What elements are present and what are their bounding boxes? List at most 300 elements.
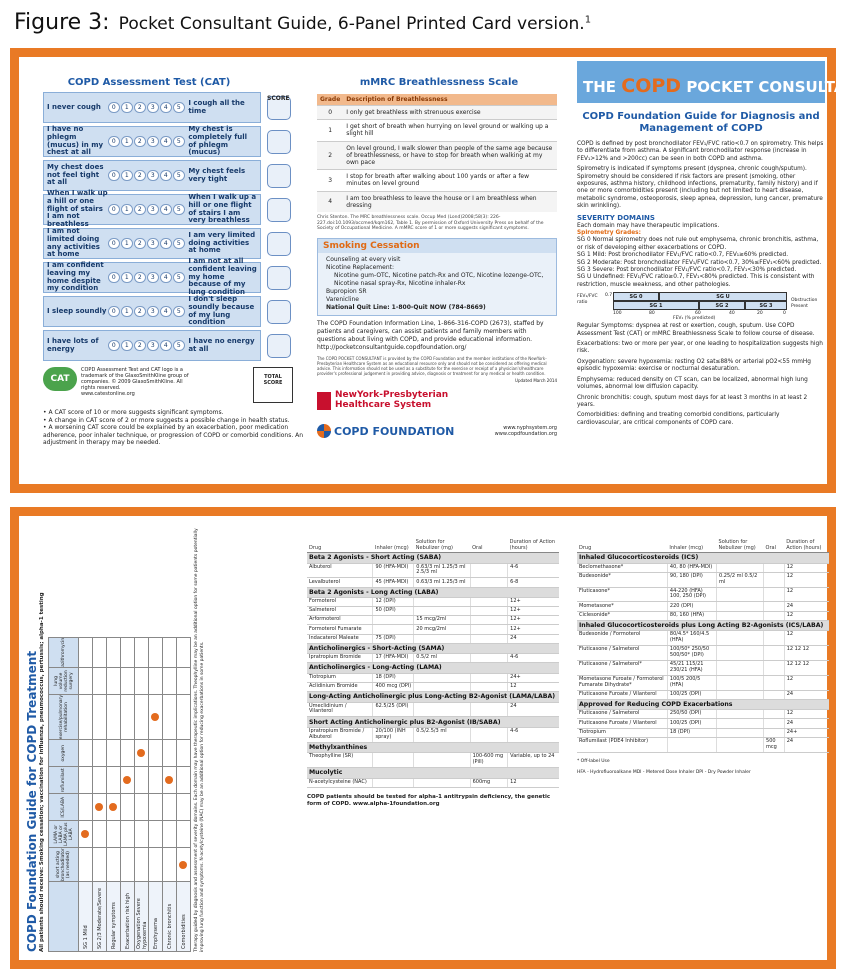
cat-scale xyxy=(108,306,186,317)
scale-option[interactable]: 1 xyxy=(121,340,133,351)
drug-cell: 80/4.5* 160/4.5 (HFA) xyxy=(667,631,716,646)
drug-cell xyxy=(414,753,470,768)
drug-row xyxy=(577,602,829,611)
scale-option[interactable]: 5 xyxy=(173,204,185,215)
scale-option[interactable]: 1 xyxy=(121,238,133,249)
drug-column-header: Oral xyxy=(470,538,508,553)
drug-cell xyxy=(717,710,764,719)
scale-option[interactable]: 4 xyxy=(160,340,172,351)
drug-cell: 12 xyxy=(784,572,829,587)
treatment-column-header: ICS/LABA xyxy=(49,794,79,821)
cat-item xyxy=(43,296,299,327)
drug-cell: Salmeterol xyxy=(307,607,373,616)
drug-cell xyxy=(764,587,785,602)
drug-section-title: Mucolytic xyxy=(307,768,559,779)
disclaimer: The COPD POCKET CONSULTANT is provided by the COPD Foundation and the member institutions of the NewYork-Presbyterian Healthcare System as an educational resource only and should not be considered as offering medical advice. This information should not be used as a substitute for the exercise or receipt of a physician's/healthcare provider's professional judgement in providing advice, diagnosis or treatment for any medical or health condition. xyxy=(317,355,547,377)
scale-option[interactable]: 0 xyxy=(108,340,120,351)
drug-row xyxy=(307,702,559,717)
treatment-cell xyxy=(135,694,149,739)
drug-header-row xyxy=(577,538,829,553)
treatment-cell xyxy=(93,767,107,794)
drug-cell: 24 xyxy=(508,702,559,717)
scale-option[interactable]: 0 xyxy=(108,272,120,283)
drug-cell xyxy=(764,646,785,661)
sgu-bar: SG U xyxy=(659,292,787,301)
treatment-cell xyxy=(107,637,121,667)
grade-line: SG 1 Mild: Post bronchodilator FEV₁/FVC ratio<0.7, FEV₁≥60% predicted. xyxy=(577,252,789,259)
drug-cell: 24+ xyxy=(784,728,829,737)
treatment-cell xyxy=(93,821,107,848)
cat-copyright-text: COPD Assessment Test and CAT logo is a trademark of the GlaxoSmithKline group of companies. © 2009 GlaxoSmithKline. All rights reserved. xyxy=(81,367,189,391)
drug-cell: Theophylline (SR) xyxy=(307,753,373,768)
scale-option[interactable]: 4 xyxy=(160,272,172,283)
grade-line: SG U Undefined: FEV₁/FVC ratio≥0.7, FEV₁<80% predicted. This is consistent with restriction, muscle weakness, and other pathologies. xyxy=(577,274,815,288)
cat-note: • A change in CAT score of 2 or more suggests a possible change in health status. xyxy=(43,417,305,425)
drug-row xyxy=(577,710,829,719)
drug-cell xyxy=(470,607,508,616)
cat-url: www.catestonline.org xyxy=(81,391,135,397)
drug-cell: Variable, up to 24 xyxy=(508,753,559,768)
mmrc-grade: 2 xyxy=(317,141,343,170)
drug-column-header: Inhaler (mcg) xyxy=(373,538,414,553)
mmrc-desc: I stop for breath after walking about 100 yards or after a few minutes on level ground xyxy=(343,170,557,191)
scale-option[interactable]: 3 xyxy=(147,272,159,283)
scale-option[interactable]: 0 xyxy=(108,170,120,181)
treatment-cell xyxy=(149,848,163,882)
cat-note: • A CAT score of 10 or more suggests significant symptoms. xyxy=(43,409,305,417)
drug-cell xyxy=(717,563,764,572)
cat-question xyxy=(43,189,261,229)
drug-section-row xyxy=(577,620,829,631)
drug-section-row xyxy=(577,699,829,710)
treatment-cell xyxy=(135,667,149,694)
sg0-bar: SG 0 xyxy=(613,292,659,301)
drug-cell xyxy=(470,682,508,691)
mmrc-header-desc: Description of Breathlessness xyxy=(343,94,557,106)
smoking-cessation-box xyxy=(317,238,557,317)
comorbidities: Comorbidities: defining and treating comorbid conditions, particularly cardiovascular, are critical components of COPD care. xyxy=(577,412,780,426)
treatment-cell xyxy=(163,694,177,739)
severity-title: SEVERITY DOMAINS xyxy=(577,213,655,222)
severity-intro: Each domain may have therapeutic implications. xyxy=(577,222,720,229)
drug-cell: 12+ xyxy=(508,625,559,634)
scale-option[interactable]: 1 xyxy=(121,306,133,317)
score-box[interactable] xyxy=(267,164,291,188)
scale-option[interactable]: 1 xyxy=(121,170,133,181)
drug-cell xyxy=(470,702,508,717)
smoking-title: Smoking Cessation xyxy=(318,239,556,253)
copd-definition: COPD is defined by post bronchodilator FEV₁/FVC ratio<0.7 on spirometry. This helps to differentiate from asthma. A significant bronchodilator response (increase in FEV₁>12% and >200cc) can be seen in both COPD and asthma. xyxy=(577,141,824,162)
drug-cell xyxy=(717,737,764,752)
treatment-row-label: SG 1 Mild xyxy=(79,882,93,952)
drug-cell xyxy=(717,631,764,646)
sg2-bar: SG 2 xyxy=(699,301,745,310)
drug-row xyxy=(577,572,829,587)
drug-cell: Formoterol xyxy=(307,598,373,607)
treatment-cell xyxy=(121,667,135,694)
drug-section-row xyxy=(307,553,559,564)
cat-right-text: I cough all the time xyxy=(188,98,245,115)
pocket-subtitle: COPD Foundation Guide for Diagnosis and Management of COPD xyxy=(582,111,820,134)
scale-option[interactable]: 0 xyxy=(108,238,120,249)
drug-cell: 62.5/25 (DPI) xyxy=(373,702,414,717)
grade-line: SG 3 Severe: Post bronchodilator FEV₁/FVC ratio<0.7, FEV₁<30% predicted. xyxy=(577,267,797,274)
scale-option[interactable]: 2 xyxy=(134,136,146,147)
cat-left-text: I am not limited doing any activities at home xyxy=(47,227,100,259)
treatment-cell xyxy=(163,767,177,794)
drug-cell: 17 (HFA-MDI) xyxy=(373,654,414,663)
printed-card-front xyxy=(10,48,868,493)
treatment-cell xyxy=(79,740,93,767)
cat-question xyxy=(43,92,261,123)
drug-cell: 45 (HFA-MDI) xyxy=(373,578,414,587)
recommended-dot-icon xyxy=(109,803,117,811)
drug-cell: Beclomethasone* xyxy=(577,563,667,572)
treatment-cell xyxy=(93,794,107,821)
urls xyxy=(495,425,557,438)
drug-column-header: Solution for Nebulizer (mg) xyxy=(717,538,764,553)
mmrc-row xyxy=(317,191,557,212)
scale-option[interactable]: 2 xyxy=(134,204,146,215)
cat-left-text: I am confident leaving my home despite my condition xyxy=(47,261,104,293)
drug-cell: 12 xyxy=(508,778,559,787)
drug-section-row xyxy=(307,717,559,728)
cat-footer xyxy=(43,367,299,407)
scale-option[interactable]: 0 xyxy=(108,102,120,113)
mmrc-desc: I get short of breath when hurrying on level ground or walking up a slight hill xyxy=(343,120,557,141)
treatment-column-header: short acting bronchodilator (as needed) xyxy=(49,848,79,882)
scale-option[interactable]: 5 xyxy=(173,170,185,181)
scale-option[interactable]: 5 xyxy=(173,136,185,147)
scale-option[interactable]: 3 xyxy=(147,340,159,351)
drug-cell: 0.5/2.5/3 ml xyxy=(414,727,470,742)
drug-cell: 4-6 xyxy=(508,727,559,742)
treatment-column-header: lung volume reduction surgery xyxy=(49,667,79,694)
cat-note: • A worsening CAT score could be explained by an exacerbation, poor medication adherence, poor inhaler technique, or progression of COPD or comorbid conditions. An adjustment in therapy may be needed. xyxy=(43,424,305,447)
regular-symptoms: Regular Symptoms: dyspnea at rest or exertion, cough, sputum. Use COPD Assessment Test (CAT) or mMRC Breathlessness Scale to follow course of disease. xyxy=(577,323,815,337)
treatment-corner xyxy=(49,882,79,952)
treatment-cell xyxy=(79,694,93,739)
drug-cell xyxy=(764,660,785,675)
mmrc-row xyxy=(317,120,557,141)
scale-option[interactable]: 3 xyxy=(147,170,159,181)
drug-cell xyxy=(470,616,508,625)
treatment-notes: Therapy guided by diagnosis and assessment of severity domains. Each domain may have therapeutic implications. Theophylline may be an additional option for some patients potentially improving lung function and symptoms. N-acetylcysteine (NAC) may be an additional option for reducing exacerbations in some patients. xyxy=(194,528,205,952)
cat-question xyxy=(43,126,261,157)
drug-cell xyxy=(764,710,785,719)
drug-cell xyxy=(717,675,764,690)
drug-section-row xyxy=(577,553,829,564)
drug-cell: Fluticasone* xyxy=(577,587,667,602)
treatment-cell xyxy=(121,637,135,667)
drug-cell xyxy=(717,719,764,728)
drug-section-title: Beta 2 Agonists - Short Acting (SABA) xyxy=(307,553,559,564)
treatment-cell xyxy=(93,694,107,739)
treatment-cell xyxy=(79,667,93,694)
treatment-cell xyxy=(79,848,93,882)
scale-option[interactable]: 4 xyxy=(160,170,172,181)
treatment-row xyxy=(79,637,93,951)
mmrc-row xyxy=(317,141,557,170)
drug-cell: Fluticasone / Salmeterol xyxy=(577,646,667,661)
scale-option[interactable]: 2 xyxy=(134,272,146,283)
score-header: SCORE xyxy=(267,95,290,102)
drug-row xyxy=(577,728,829,737)
scale-option[interactable]: 0 xyxy=(108,136,120,147)
cat-item xyxy=(43,126,299,157)
scale-option[interactable]: 4 xyxy=(160,238,172,249)
drug-row xyxy=(307,753,559,768)
scale-option[interactable]: 5 xyxy=(173,102,185,113)
drug-cell xyxy=(717,728,764,737)
x-tick: 60 xyxy=(695,311,701,317)
score-box[interactable] xyxy=(267,334,291,358)
recommended-dot-icon xyxy=(81,830,89,838)
drug-cell: N-acetylcysteine (NAC) xyxy=(307,778,373,787)
scale-option[interactable]: 3 xyxy=(147,306,159,317)
drug-cell: 500 mcg xyxy=(764,737,785,752)
score-box[interactable] xyxy=(267,130,291,154)
treatment-cell xyxy=(93,637,107,667)
scale-option[interactable]: 2 xyxy=(134,340,146,351)
drug-section-row xyxy=(307,692,559,703)
scale-option[interactable]: 2 xyxy=(134,102,146,113)
drug-cell xyxy=(414,702,470,717)
drug-cell xyxy=(764,728,785,737)
treatment-cell xyxy=(149,667,163,694)
scale-option[interactable]: 0 xyxy=(108,306,120,317)
spirometry-text: Spirometry is indicated if symptoms present (dyspnea, chronic cough/sputum). Spirometry should be considered if risk factors are present (smoking, other exposures, asthma history, childhood infections, prematurity, family history) and if one or more comorbidities present (including but not limited to heart disease, metabolic syndrome, osteoporosis, sleep apnea, depression, lung cancer, premature skin wrinkling). xyxy=(577,166,823,210)
scale-option[interactable]: 1 xyxy=(121,102,133,113)
drug-cell xyxy=(764,719,785,728)
mmrc-desc: On level ground, I walk slower than people of the same age because of breathlessness, or have to stop for breath when walking at my own pace xyxy=(343,141,557,170)
cat-left-text: My chest does not feel tight at all xyxy=(47,162,104,187)
x-tick: 0 xyxy=(783,311,786,317)
scale-option[interactable]: 4 xyxy=(160,102,172,113)
grade-line: SG 0 Normal spirometry does not rule out emphysema, chronic bronchitis, asthma, or risk of developing either exacerbations or COPD. xyxy=(577,237,819,251)
scale-option[interactable]: 1 xyxy=(121,272,133,283)
scale-option[interactable]: 5 xyxy=(173,306,185,317)
drug-cell: 20 mcg/2ml xyxy=(414,625,470,634)
treatment-column-header: roflumilast xyxy=(49,767,79,794)
scale-option[interactable]: 3 xyxy=(147,102,159,113)
scale-option[interactable]: 2 xyxy=(134,306,146,317)
drug-cell: Fluticasone Furoate / Vilanterol xyxy=(577,719,667,728)
drug-cell xyxy=(373,753,414,768)
drug-cell xyxy=(717,611,764,620)
treatment-cell xyxy=(177,740,191,767)
card-front-inner xyxy=(19,57,868,484)
scale-option[interactable]: 5 xyxy=(173,340,185,351)
treatment-cell xyxy=(107,694,121,739)
drug-cell: 100/5 200/5 (HFA) xyxy=(667,675,716,690)
treatment-column-header: exercise/pulmonary rehabilitation xyxy=(49,694,79,739)
drug-cell: 400 mcg (DPI) xyxy=(373,682,414,691)
emphysema: Emphysema: reduced density on CT scan, can be localized, abnormal high lung volumes, abnormal low diffusion capacity. xyxy=(577,376,808,391)
treatment-row-label: Emphysema xyxy=(149,882,163,952)
treatment-row-label: Oxygenation Severe hypoxemia xyxy=(135,882,149,952)
drug-cell: 0.5/2 ml xyxy=(414,654,470,663)
copd-foundation-logo xyxy=(317,424,454,438)
drug-cell xyxy=(414,682,470,691)
x-tick: 100 xyxy=(613,311,622,317)
treatment-cell xyxy=(93,667,107,694)
cat-left-text: I have no phlegm (mucus) in my chest at all xyxy=(47,125,104,157)
drug-cell: 18 (DPI) xyxy=(373,673,414,682)
drug-cell: 0.25/2 ml 0.5/2 ml xyxy=(717,572,764,587)
drug-cell: Mometasone Furoate / Formoterol Fumarate Dihydrate* xyxy=(577,675,667,690)
treatment-row xyxy=(177,637,191,951)
nyp-line2: Healthcare System xyxy=(335,399,432,410)
treatment-row xyxy=(149,637,163,951)
treatment-row xyxy=(121,637,135,951)
mmrc-grade: 0 xyxy=(317,106,343,120)
scale-option[interactable]: 0 xyxy=(108,204,120,215)
drug-cell xyxy=(470,598,508,607)
drug-cell: 12 12 12 xyxy=(784,660,829,675)
treatment-cell xyxy=(177,667,191,694)
cat-item xyxy=(43,330,299,361)
score-box[interactable] xyxy=(267,266,291,290)
drug-cell: Fluticasone / Salmeterol* xyxy=(577,660,667,675)
drug-cell: 24 xyxy=(784,719,829,728)
drug-cell: Ciclesonide* xyxy=(577,611,667,620)
pocket-body xyxy=(577,141,825,427)
treatment-cell xyxy=(149,740,163,767)
treatment-cell xyxy=(163,637,177,667)
drug-row xyxy=(307,778,559,787)
cat-item xyxy=(43,160,299,191)
drug-cell: Formoterol Fumarate xyxy=(307,625,373,634)
treatment-cell xyxy=(163,740,177,767)
drug-column-header: Inhaler (mcg) xyxy=(667,538,716,553)
drug-cell: 100/50* 250/50 500/50* (DPI) xyxy=(667,646,716,661)
cat-item xyxy=(43,189,299,229)
drug-section-row xyxy=(307,643,559,654)
drug-row xyxy=(307,578,559,587)
drug-cell xyxy=(414,607,470,616)
drug-column-header: Drug xyxy=(577,538,667,553)
drug-cell: 250/50 (DPI) xyxy=(667,710,716,719)
treatment-cell xyxy=(177,821,191,848)
drug-cell xyxy=(717,646,764,661)
mmrc-header-grade: Grade xyxy=(317,94,343,106)
drug-cell: 24 xyxy=(784,602,829,611)
drug-cell xyxy=(373,616,414,625)
mmrc-grade: 4 xyxy=(317,191,343,212)
drug-cell: 12 xyxy=(784,631,829,646)
info-line: The COPD Foundation Information Line, 1-866-316-COPD (2673), staffed by patients and caregivers, can assist patients and family members with questions about living with COPD, and provide educational information. http://pocketconsultantguide.copdfoundation.org/ xyxy=(317,320,544,351)
url-nyp[interactable]: www.nyphsystem.org xyxy=(503,424,557,431)
drug-cell: 100/25 (DPI) xyxy=(667,690,716,699)
cat-panel xyxy=(27,57,305,484)
pocket-consultant-banner xyxy=(577,61,868,103)
drug-cell xyxy=(470,654,508,663)
cat-right-text: I don't sleep soundly because of my lung condition xyxy=(188,295,255,327)
drug-row xyxy=(307,673,559,682)
smoking-body xyxy=(318,253,556,316)
drug-section-title: Inhaled Glucocorticosteroids (ICS) xyxy=(577,553,829,564)
recommended-dot-icon xyxy=(137,749,145,757)
smoking-line: Counseling at every visit xyxy=(326,255,401,263)
scale-option[interactable]: 1 xyxy=(121,204,133,215)
treatment-cell xyxy=(149,637,163,667)
cat-left-text: I sleep soundly xyxy=(47,306,107,315)
scale-option[interactable]: 1 xyxy=(121,136,133,147)
drug-cell xyxy=(414,634,470,643)
treatment-cell xyxy=(149,821,163,848)
obstruction-label: Obstruction Present xyxy=(791,298,818,310)
sg1-bar: SG 1 xyxy=(613,301,699,310)
score-box[interactable] xyxy=(267,232,291,256)
drug-row xyxy=(307,654,559,663)
drug-cell: Tiotropium xyxy=(307,673,373,682)
drug-table-1 xyxy=(307,538,559,788)
treatment-cell xyxy=(135,848,149,882)
scale-option[interactable]: 4 xyxy=(160,306,172,317)
treatment-cell xyxy=(177,694,191,739)
ratio-label: FEV₁/FVC ratio xyxy=(577,294,598,306)
cat-right-text: My chest feels very tight xyxy=(188,166,246,183)
url-copdf[interactable]: www.copdfoundation.org xyxy=(494,431,557,438)
treatment-cell xyxy=(121,794,135,821)
scale-option[interactable]: 3 xyxy=(147,238,159,249)
scale-option[interactable]: 2 xyxy=(134,238,146,249)
drug-cell xyxy=(717,690,764,699)
mmrc-panel xyxy=(309,57,569,484)
scale-option[interactable]: 2 xyxy=(134,170,146,181)
scale-option[interactable]: 4 xyxy=(160,204,172,215)
scale-option[interactable]: 5 xyxy=(173,272,185,283)
drug-row xyxy=(307,598,559,607)
treatment-cell xyxy=(79,767,93,794)
drug-row xyxy=(577,675,829,690)
spiro-grades-title: Spirometry Grades: xyxy=(577,230,641,237)
drug-cell: 4-6 xyxy=(508,563,559,578)
treatment-cell xyxy=(149,694,163,739)
smoking-line: Nicotine gum-OTC, Nicotine patch-Rx and OTC, Nicotine lozenge-OTC, Nicotine nasal spray-Rx, Nicotine inhaler-Rx xyxy=(334,271,544,288)
pocket-consultant-panel xyxy=(573,57,868,484)
drug-cell: 75 (DPI) xyxy=(373,634,414,643)
drug-cell: 18 (DPI) xyxy=(667,728,716,737)
treatment-column-header: LAMA or LABA or LAMA plus LABA xyxy=(49,821,79,848)
cat-right-text: My chest is completely full of phlegm (mucus) xyxy=(188,125,248,157)
oxygenation: Oxygenation: severe hypoxemia: resting O2 sat≤88% or arterial pO2<55 mmHg episodic hypoxemia: exercise or nocturnal desaturation. xyxy=(577,358,811,373)
cat-question xyxy=(43,257,261,297)
scale-option[interactable]: 5 xyxy=(173,238,185,249)
drug-section-title: Approved for Reducing COPD Exacerbations xyxy=(577,699,829,710)
scale-option[interactable]: 3 xyxy=(147,136,159,147)
scale-option[interactable]: 3 xyxy=(147,204,159,215)
mmrc-row xyxy=(317,106,557,120)
drug-cell: 90, 180 (DPI) xyxy=(667,572,716,587)
score-box[interactable] xyxy=(267,300,291,324)
score-box[interactable] xyxy=(267,198,291,222)
drug-row xyxy=(577,646,829,661)
drug-cell: 12+ xyxy=(508,607,559,616)
scale-option[interactable]: 4 xyxy=(160,136,172,147)
cat-right-text: I have no energy at all xyxy=(188,336,255,353)
drug-cell xyxy=(717,660,764,675)
treatment-cell xyxy=(163,848,177,882)
treatment-header-row xyxy=(49,637,79,951)
drug-cell xyxy=(764,631,785,646)
drug-section-title: Anticholinergics - Long-Acting (LAMA) xyxy=(307,663,559,674)
figure-reference: 1 xyxy=(584,14,592,26)
cat-title: COPD Assessment Test (CAT) xyxy=(67,77,231,88)
drug-cell: 12 12 12 xyxy=(784,646,829,661)
drug-row xyxy=(577,660,829,675)
